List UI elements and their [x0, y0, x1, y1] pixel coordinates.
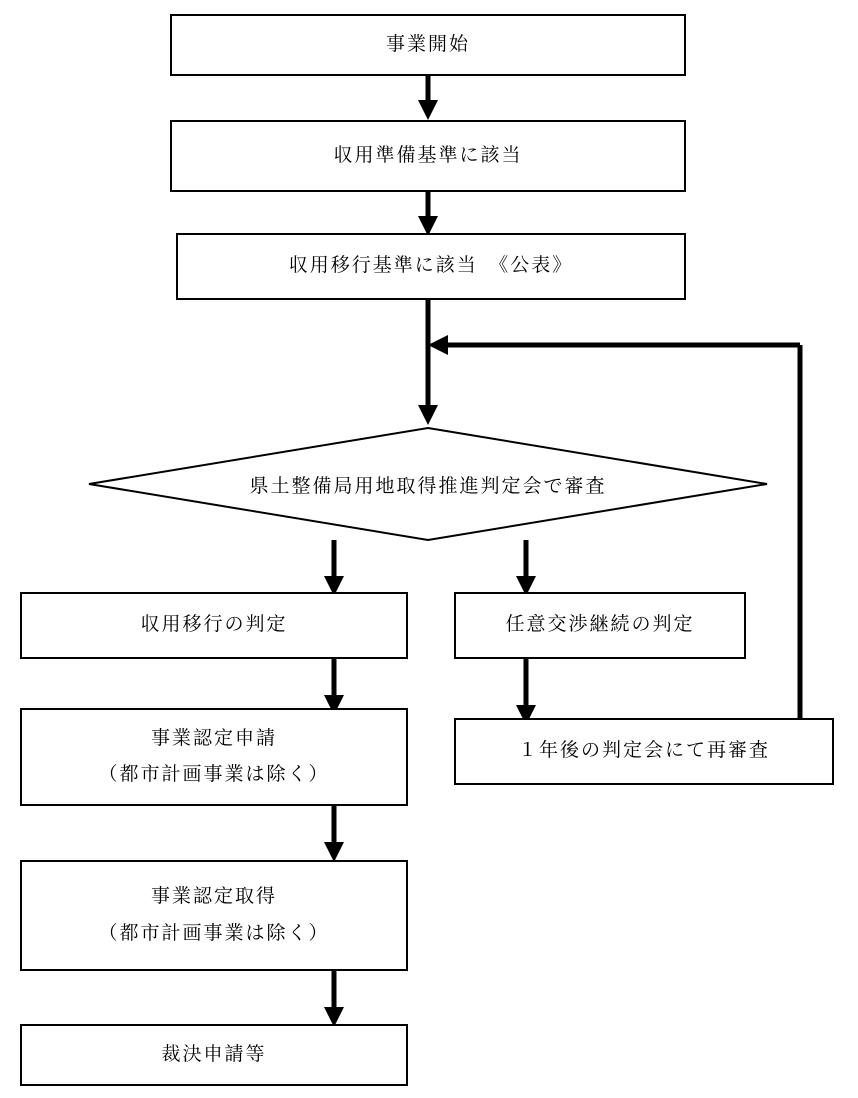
node-start-label: 事業開始	[385, 33, 470, 55]
node-project-approval-application-label: 事業認定申請	[150, 727, 277, 749]
node-decide-expropriation	[20, 592, 408, 659]
node-adjudication-application	[20, 1024, 408, 1086]
node-decide-negotiation	[454, 592, 746, 659]
node-preparation-criteria	[170, 120, 686, 192]
node-recheck-one-year	[454, 718, 834, 785]
node-project-approval-application	[20, 708, 408, 806]
node-preparation-criteria-label: 収用準備基準に該当	[333, 144, 523, 166]
node-transfer-criteria-label: 収用移行基準に該当 《公表》	[288, 255, 574, 277]
node-adjudication-application-label: 裁決申請等	[161, 1043, 267, 1065]
node-recheck-one-year-label: １年後の判定会にて再審査	[517, 740, 770, 762]
node-review-decision	[86, 425, 770, 543]
node-transfer-criteria	[176, 233, 686, 300]
node-project-approval-obtained-label: 事業認定取得	[150, 886, 277, 908]
node-project-approval-obtained	[20, 860, 408, 971]
node-decide-expropriation-label: 収用移行の判定	[140, 614, 288, 636]
node-project-approval-obtained-note: （都市計画事業は除く）	[98, 922, 330, 944]
node-decide-negotiation-label: 任意交渉継続の判定	[505, 614, 695, 636]
node-review-decision-label: 県土整備局用地取得推進判定会で審査	[249, 475, 607, 497]
node-start	[170, 14, 686, 76]
node-project-approval-application-note: （都市計画事業は除く）	[98, 764, 330, 785]
